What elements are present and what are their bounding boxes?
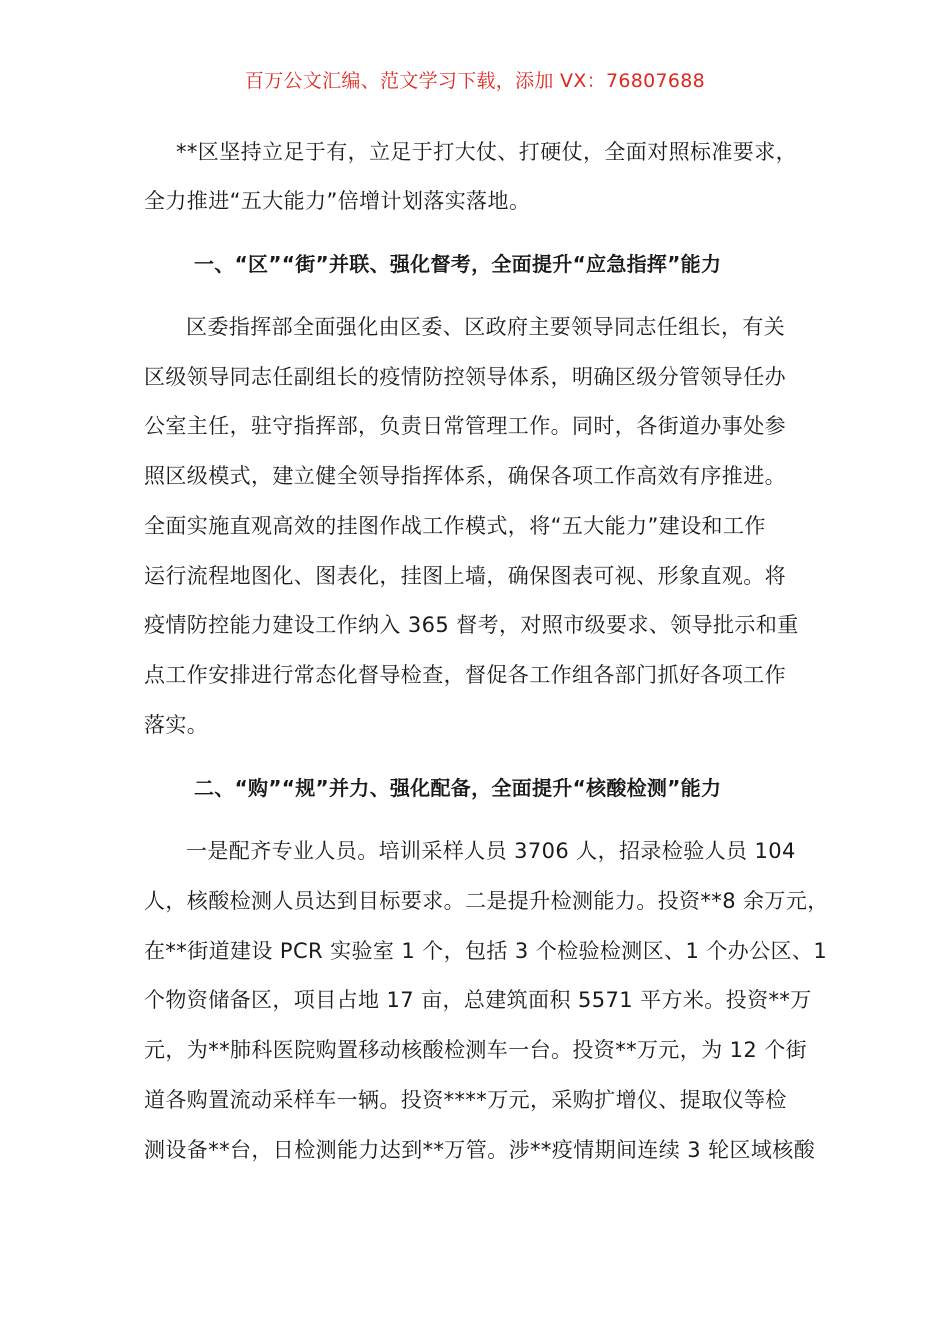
section-1-line: 公室主任，驻守指挥部，负责日常管理工作。同时，各街道办事处参 xyxy=(144,414,786,438)
section-2-line: 在**街道建设 PCR 实验室 1 个，包括 3 个检验检测区、1 个办公区、1 xyxy=(144,939,828,963)
section-2-line: 个物资储备区，项目占地 17 亩，总建筑面积 5571 平方米。投资**万 xyxy=(144,988,812,1012)
promo-banner: 百万公文汇编、范文学习下载，添加 VX：76807688 xyxy=(244,70,706,92)
section-2-line: 测设备**台，日检测能力达到**万管。涉**疫情期间连续 3 轮区域核酸 xyxy=(144,1138,816,1162)
section-1-heading: 一、“区”“街”并联、强化督考，全面提升“应急指挥”能力 xyxy=(194,252,722,276)
section-1-line: 全面实施直观高效的挂图作战工作模式，将“五大能力”建设和工作 xyxy=(144,514,766,538)
section-2-line: 道各购置流动采样车一辆。投资****万元，采购扩增仪、提取仪等检 xyxy=(144,1088,787,1112)
section-2-line: 元，为**肺科医院购置移动核酸检测车一台。投资**万元，为 12 个街 xyxy=(144,1038,808,1062)
section-1-line: 落实。 xyxy=(144,713,209,737)
intro-line-2: 全力推进“五大能力”倍增计划落实落地。 xyxy=(144,189,531,213)
section-1-line: 区级领导同志任副组长的疫情防控领导体系，明确区级分管领导任办 xyxy=(144,365,786,389)
section-2-heading: 二、“购”“规”并力、强化配备，全面提升“核酸检测”能力 xyxy=(194,776,722,800)
section-1-line: 点工作安排进行常态化督导检查，督促各工作组各部门抓好各项工作 xyxy=(144,663,786,687)
section-1-line: 运行流程地图化、图表化，挂图上墙，确保图表可视、形象直观。将 xyxy=(144,564,786,588)
section-1-line: 区委指挥部全面强化由区委、区政府主要领导同志任组长，有关 xyxy=(186,315,786,339)
intro-line-1: **区坚持立足于有，立足于打大仗、打硬仗，全面对照标准要求， xyxy=(176,140,797,164)
section-1-line: 照区级模式，建立健全领导指挥体系，确保各项工作高效有序推进。 xyxy=(144,464,786,488)
section-2-line: 人，核酸检测人员达到目标要求。二是提升检测能力。投资**8 余万元， xyxy=(144,889,829,913)
section-2-line: 一是配齐专业人员。培训采样人员 3706 人，招录检验人员 104 xyxy=(186,839,796,863)
section-1-line: 疫情防控能力建设工作纳入 365 督考，对照市级要求、领导批示和重 xyxy=(144,613,799,637)
